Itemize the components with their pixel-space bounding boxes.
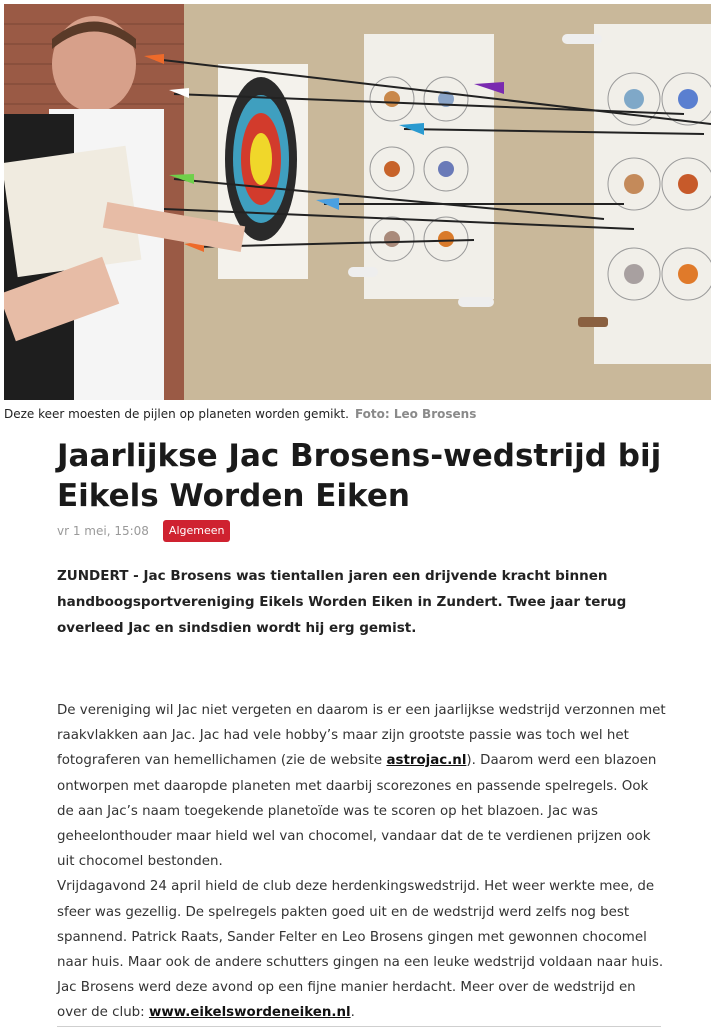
photo-caption <box>4 405 476 423</box>
article-lead: ZUNDERT - Jac Brosens was tientallen jaren een drijvende kracht binnen handboogsportvereniging Eikels Worden Eiken in Zundert. Twee jaar terug overleed Jac en sindsdien wordt hij erg gemist. <box>57 568 627 636</box>
paragraph-2-text-end: . <box>350 1005 355 1021</box>
paragraph-2-text: Vrijdagavond 24 april hield de club deze herdenkingswedstrijd. Het weer werkte mee, de sfeer was gezellig. De spelregels pakten goed uit en de wedstrijd werd zelfs nog best spannend. Patrick Raats, Sander Felter en Leo Brosens gingen met gewonnen chocomel naar huis. Maar ook de andere schutters gingen na een leuke wedstrijd voldaan naar huis. Jac Brosens werd deze avond op een fijne manier herdacht. Meer over de wedstrijd en over de club: <box>57 879 664 1021</box>
archery-photo-illustration <box>4 4 711 400</box>
article-photo <box>4 4 711 400</box>
article-meta <box>57 520 230 542</box>
caption-text: Deze keer moesten de pijlen op planeten worden gemikt. <box>4 407 349 421</box>
paragraph-1-text: De vereniging wil Jac niet vergeten en daarom is er een jaarlijkse wedstrijd verzonnen met raakvlakken aan Jac. Jac had vele hobby’s maar zijn grootste passie was toch wel het fotograferen van hemellichamen (zie de website <box>57 703 666 769</box>
divider <box>57 1026 661 1027</box>
astrojac-link[interactable]: astrojac.nl <box>386 753 467 769</box>
club-website-link[interactable]: www.eikelswordeneiken.nl <box>148 1005 351 1021</box>
photo-credit: Foto: Leo Brosens <box>354 407 477 421</box>
article-body <box>57 698 669 1026</box>
paragraph-1-text-end: ). Daarom werd een blazoen ontworpen met daaropde planeten met daarbij scorezones en passende spelregels. Ook de aan Jac’s naam toegekende planetoïde was te scoren op het blazoen. Jac was geheelonthouder maar hield wel van chocomel, vandaar dat de te verdienen prijzen ook uit chocomel bestonden. <box>57 753 657 870</box>
article-title: Jaarlijkse Jac Brosens-wedstrijd bij Eikels Worden Eiken <box>57 438 662 514</box>
publish-date: vr 1 mei, 15:08 <box>57 524 149 538</box>
category-badge[interactable]: Algemeen <box>163 520 231 542</box>
